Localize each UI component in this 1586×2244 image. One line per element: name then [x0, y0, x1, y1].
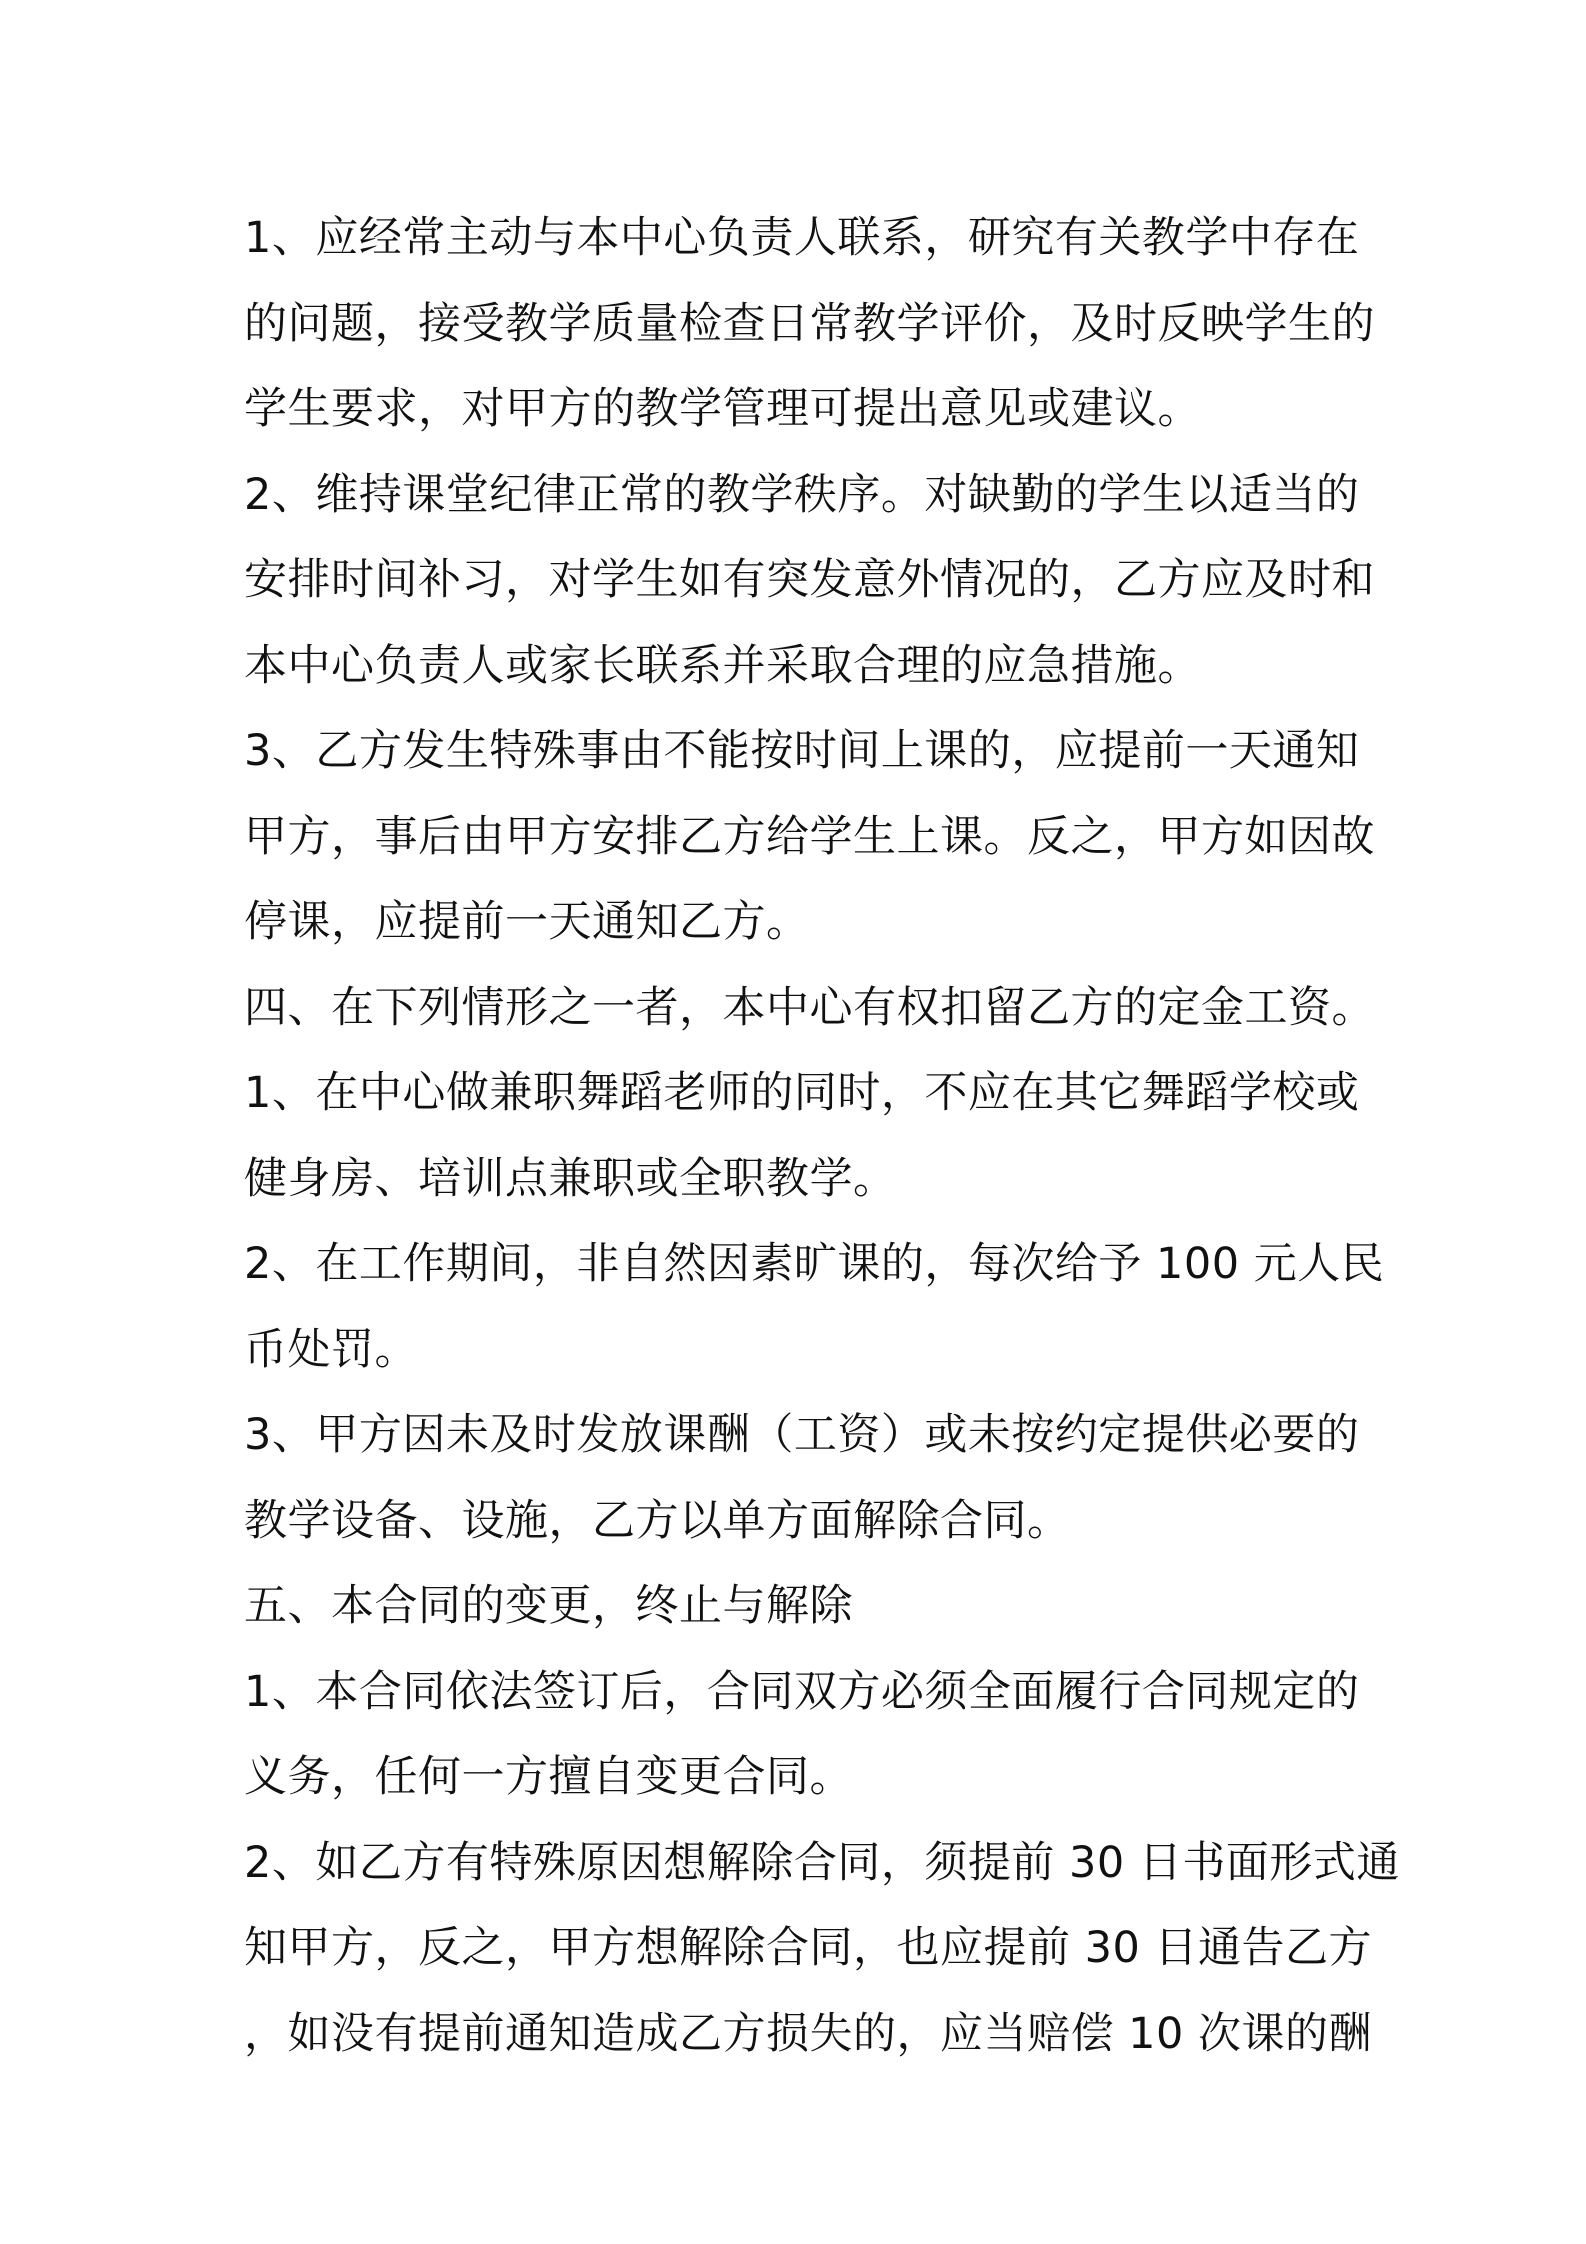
text-line-8: 甲方，事后由甲方安排乙方给学生上课。反之，甲方如因故 [244, 811, 1375, 862]
text-line-19: 义务，任何一方擅自变更合同。 [244, 1752, 853, 1802]
text-line-15: 3、甲方因未及时发放课酬（工资）或未按约定提供必要的 [244, 1410, 1360, 1460]
section-heading-4: 四、在下列情形之一者，本中心有权扣留乙方的定金工资。 [244, 982, 1375, 1033]
text-line-5: 安排时间补习，对学生如有突发意外情况的，乙方应及时和 [244, 555, 1375, 605]
text-line-2: 的问题，接受教学质量检查日常教学评价，及时反映学生的 [244, 298, 1375, 349]
text-line-16: 教学设备、设施，乙方以单方面解除合同。 [244, 1495, 1071, 1546]
text-line-18: 1、本合同依法签订后，合同双方必须全面履行合同规定的 [244, 1666, 1360, 1717]
text-line-9: 停课，应提前一天通知乙方。 [244, 897, 810, 947]
text-line-6: 本中心负责人或家长联系并采取合理的应急措施。 [244, 640, 1201, 691]
text-line-7: 3、乙方发生特殊事由不能按时间上课的，应提前一天通知 [244, 726, 1360, 776]
text-line-3: 学生要求，对甲方的教学管理可提出意见或建议。 [244, 384, 1201, 434]
contract-text-body [244, 196, 1400, 2077]
text-line-1: 1、应经常主动与本中心负责人联系，研究有关教学中存在 [244, 213, 1360, 263]
text-line-13: 2、在工作期间，非自然因素旷课的，每次给予 100 元人民 [244, 1239, 1385, 1289]
text-line-12: 健身房、培训点兼职或全职教学。 [244, 1153, 897, 1204]
section-heading-5: 五、本合同的变更，终止与解除 [244, 1581, 853, 1631]
text-line-21: 知甲方，反之，甲方想解除合同，也应提前 30 日通告乙方 [244, 1923, 1373, 1973]
text-line-22: ，如没有提前通知造成乙方损失的，应当赔偿 10 次课的酬 [244, 2008, 1373, 2059]
text-line-14: 币处罚。 [244, 1324, 418, 1375]
text-line-11: 1、在中心做兼职舞蹈老师的同时，不应在其它舞蹈学校或 [244, 1068, 1360, 1118]
text-line-20: 2、如乙方有特殊原因想解除合同，须提前 30 日书面形式通 [244, 1837, 1400, 1888]
text-line-4: 2、维持课堂纪律正常的教学秩序。对缺勤的学生以适当的 [244, 469, 1360, 520]
